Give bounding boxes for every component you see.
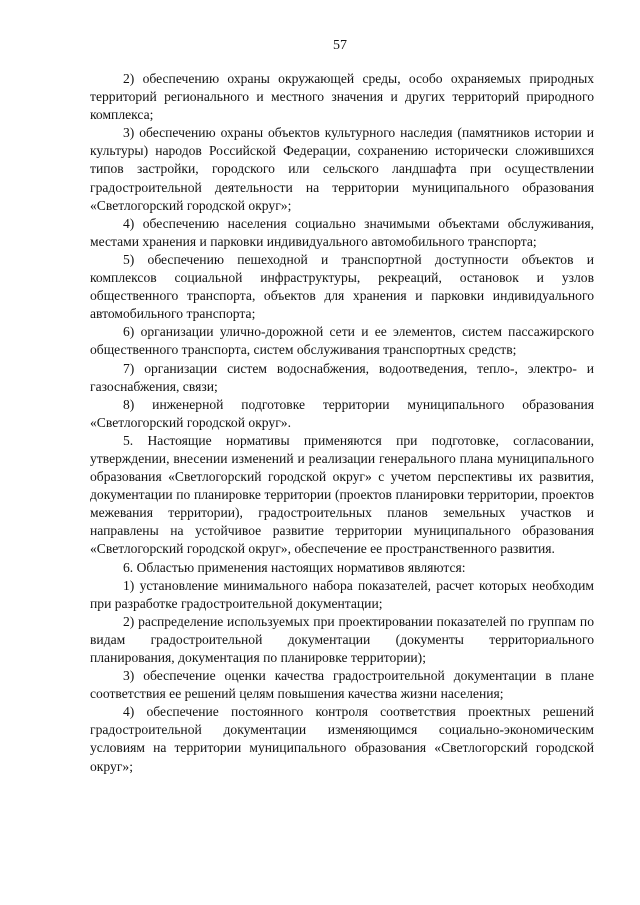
paragraph-item-6-road-network: 6) организации улично-дорожной сети и ее элементов, систем пассажирского общественного транспорта, систем обслуживания транспортных средств; bbox=[90, 324, 594, 358]
paragraph-item-7-utilities: 7) организации систем водоснабжения, водоотведения, тепло-, электро- и газоснабжения, связи; bbox=[90, 360, 594, 394]
paragraph-item-8-engineering: 8) инженерной подготовке территории муниципального образования «Светлогорский городской округ». bbox=[90, 396, 594, 430]
paragraph-scope-item-3: 3) обеспечение оценки качества градостроительной документации в плане соответствия ее решений целям повышения качества жизни населения; bbox=[90, 668, 594, 702]
paragraph-scope-item-2: 2) распределение используемых при проектировании показателей по группам по видам градостроительной документации (документы территориального планирования, документация по планировке территории); bbox=[90, 613, 594, 665]
paragraph-item-2-environment: 2) обеспечению охраны окружающей среды, особо охраняемых природных территорий регионального и местного значения и других территорий природного комплекса; bbox=[90, 71, 594, 123]
paragraph-section-5: 5. Настоящие нормативы применяются при подготовке, согласовании, утверждении, внесении изменений и реализации генерального плана муниципального образования «Светлогорский городской округ» с учетом перспективы их развития, документации по планировке территории (проектов планировки территории, проектов межевания территории), градостроительных планов земельных участков и направлены на устойчивое развитие территории муниципального образования «Светлогорский городской округ», обеспечение ее пространственного развития. bbox=[90, 432, 594, 557]
paragraph-scope-item-1: 1) установление минимального набора показателей, расчет которых необходим при разработке градостроительной документации; bbox=[90, 577, 594, 611]
paragraph-item-3-cultural-heritage: 3) обеспечению охраны объектов культурного наследия (памятников истории и культуры) народов Российской Федерации, сохранению исторически сложившихся типов застройки, городского или сельского ландшафта при осуществлении градостроительной деятельности на территории муниципального образования «Светлогорский городской округ»; bbox=[90, 125, 594, 213]
paragraph-scope-item-4: 4) обеспечение постоянного контроля соответствия проектных решений градостроительной документации изменяющимся социально-экономическим условиям на территории муниципального образования «Светлогорский городской округ»; bbox=[90, 704, 594, 774]
page-number: 57 bbox=[333, 38, 347, 53]
paragraph-item-4-social-objects: 4) обеспечению населения социально значимыми объектами обслуживания, местами хранения и парковки индивидуального автомобильного транспорта; bbox=[90, 215, 594, 249]
document-body bbox=[90, 70, 594, 776]
paragraph-section-6: 6. Областью применения настоящих нормативов являются: bbox=[123, 559, 466, 575]
paragraph-item-5-accessibility: 5) обеспечению пешеходной и транспортной доступности объектов и комплексов социальной инфраструктуры, рекреаций, остановок и узлов общественного транспорта, объектов для хранения и парковки индивидуального автомобильного транспорта; bbox=[90, 251, 594, 322]
